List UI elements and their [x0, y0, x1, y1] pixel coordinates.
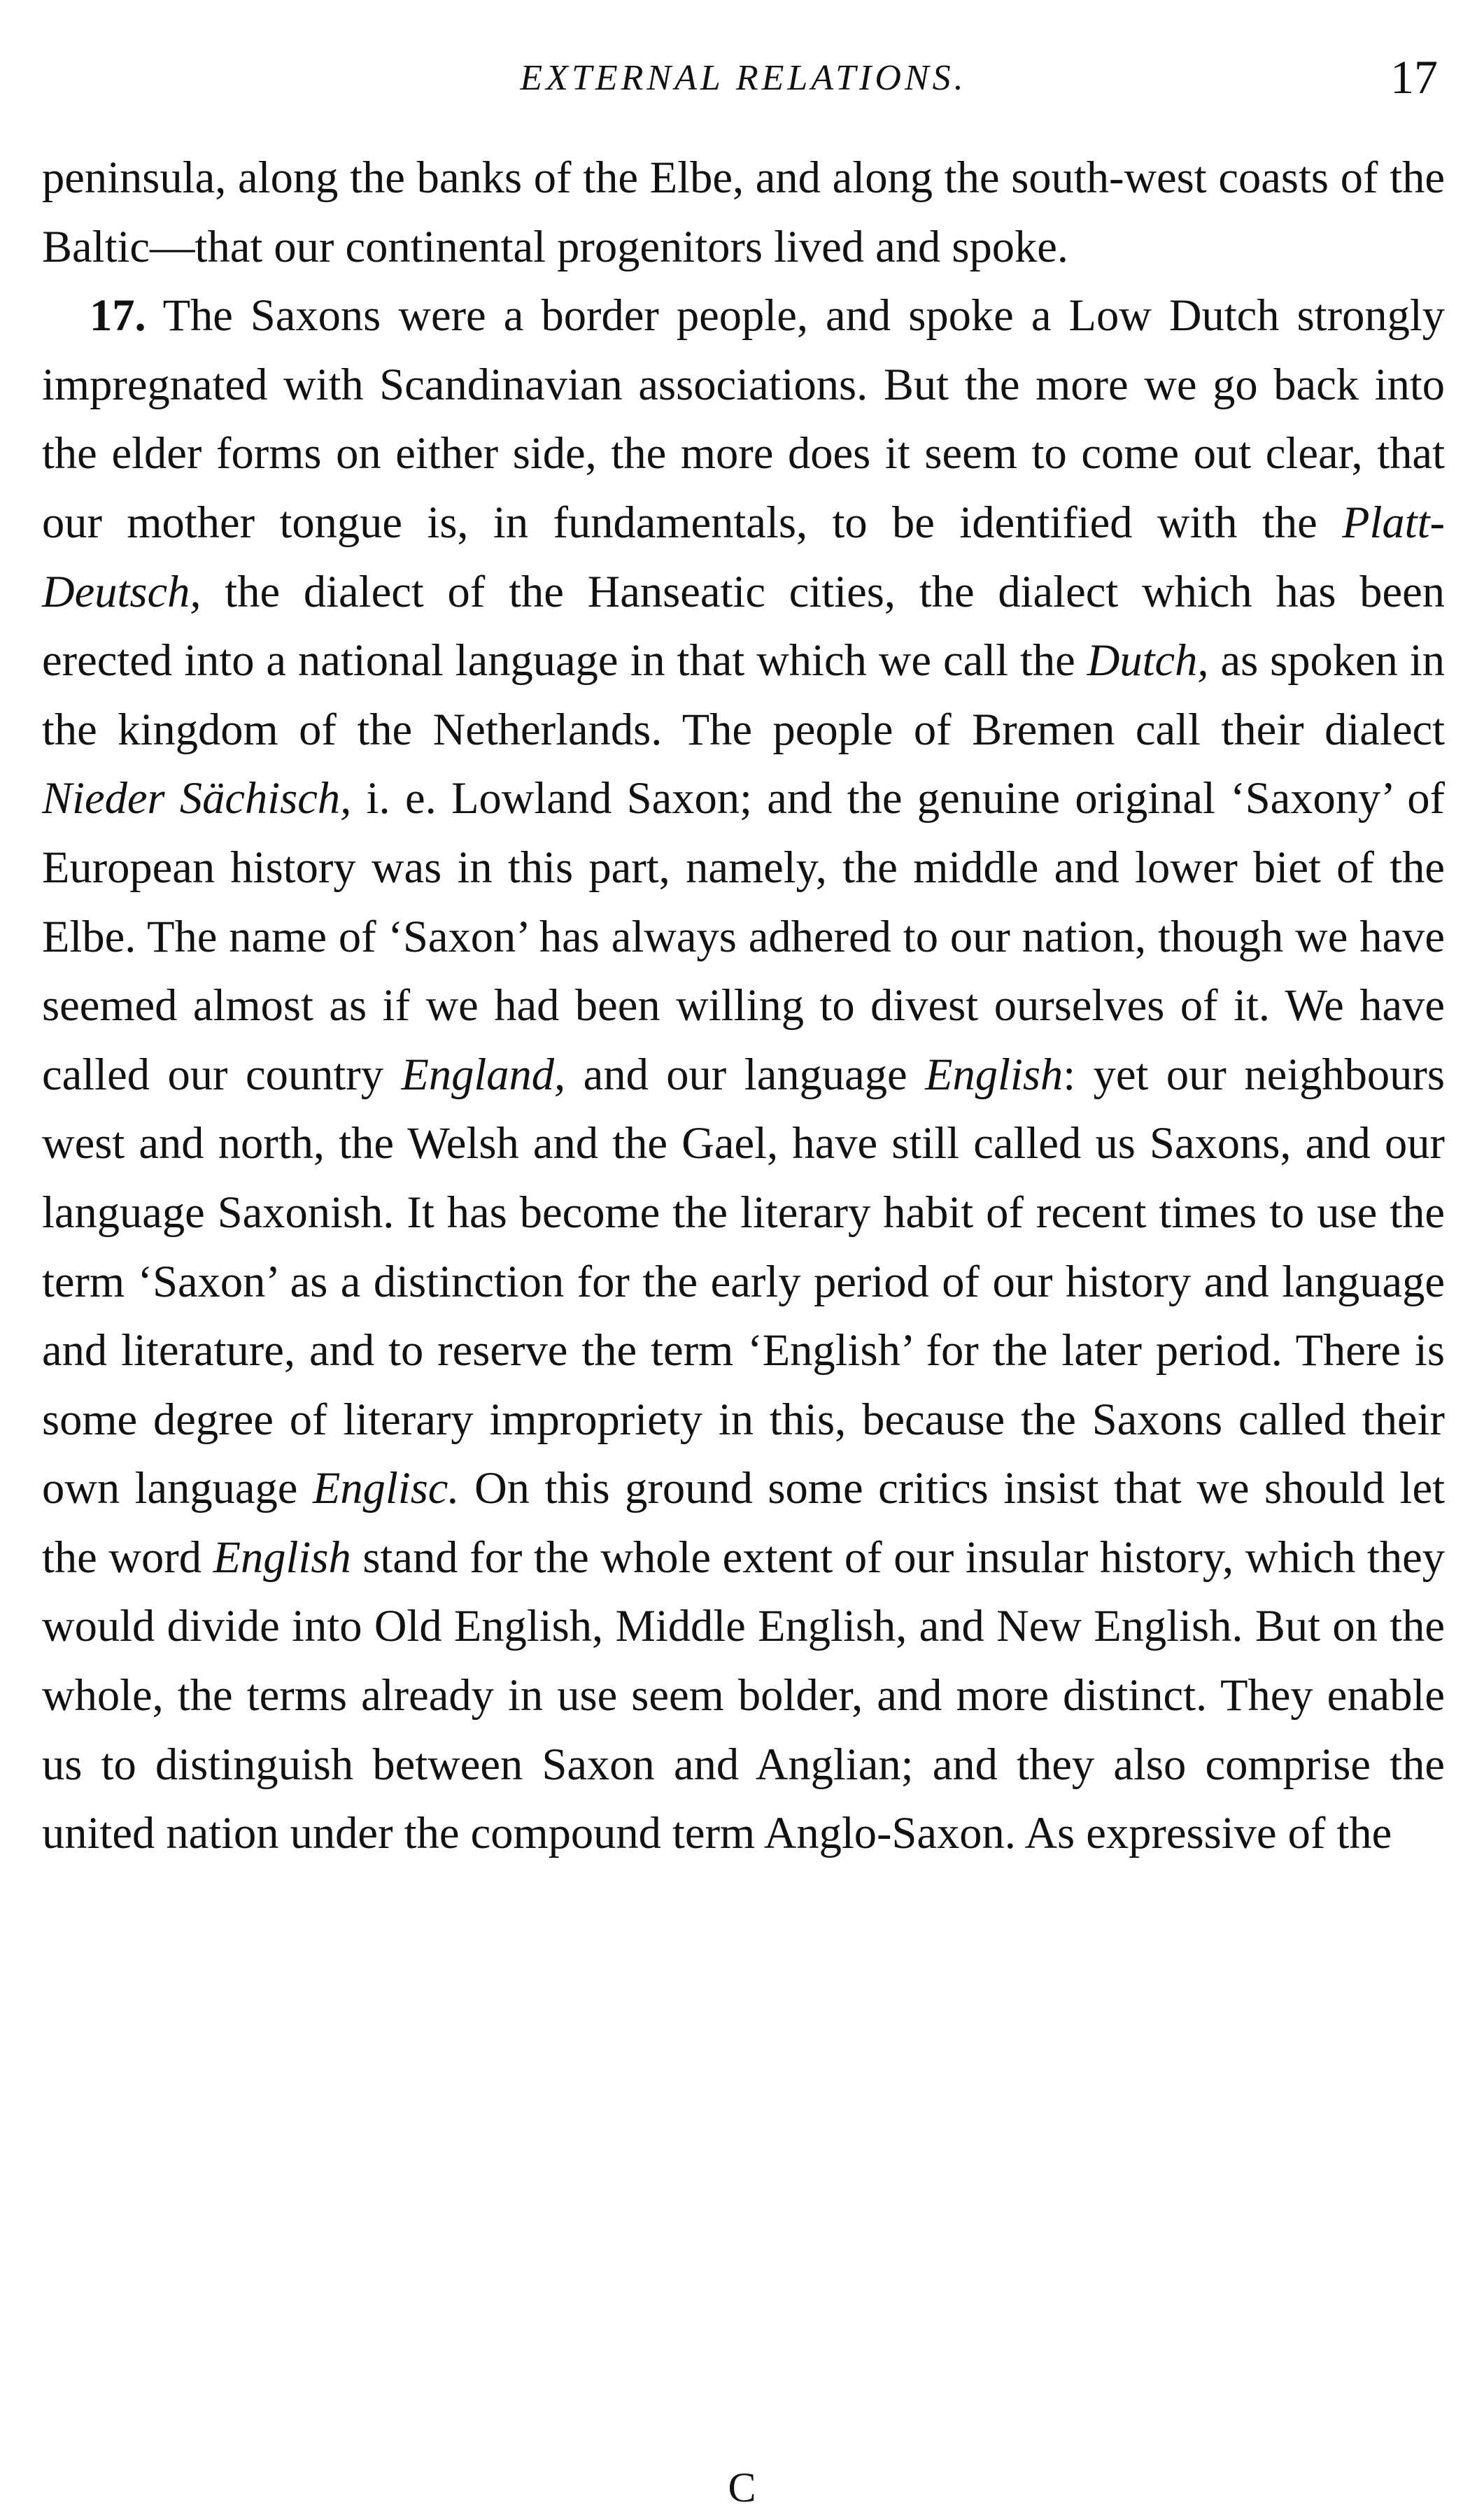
text-segment: peninsula, along the banks of the Elbe, and along the south-west coasts of the Baltic—that our continental progenitors lived and spoke. [42, 153, 1445, 271]
italic-text-segment: Dutch, [1087, 635, 1209, 686]
text-segment: : yet our neighbours west and north, the Welsh and the Gael, have still called us Saxons, and our language Saxonish. It has become the literary habit of recent times to use the term ‘Saxon’ as a distinction for the early period of our history and language and literature, and to reserve the term ‘English’ for the later period. There is some degree of literary impropriety in this, because the Saxons called their own language [42, 1049, 1446, 1513]
text-segment: i. e. Lowland Saxon; and the genuine original ‘Saxony’ of European history was in this part, namely, the middle and lower biet of the Elbe. The name of ‘Saxon’ has always adhered to our nation, though we have seemed almost as if we had been willing to divest ourselves of it. We have called our country [42, 773, 1446, 1099]
signature-mark: C [728, 2464, 756, 2511]
paragraph-number: 17. [90, 290, 146, 341]
italic-text-segment: Englisc. [312, 1463, 460, 1513]
italic-text-segment: English [925, 1049, 1063, 1099]
text-segment: and our language [565, 1049, 926, 1099]
text-segment: the dialect of the Hanseatic cities, the dialect which has been erected into a national language in that which we call the [42, 566, 1445, 686]
italic-text-segment: Platt-Deutsch, [42, 497, 1445, 616]
text-segment: as spoken in the kingdom of the Netherlands. The people of Bremen call their dialect [42, 635, 1445, 754]
page-number: 17 [1390, 50, 1438, 104]
running-head [42, 42, 1445, 119]
italic-text-segment: Nieder Sächisch, [42, 773, 352, 824]
text-segment: stand for the whole extent of our insular history, which they would divide into Old English, Middle English, and New English. But on the whole, the terms already in use seem bolder, and more distinct. They enable us to distinguish between Saxon and Anglian; and they also comprise the united nation under the compound term Anglo-Saxon. As expressive of the [42, 1532, 1445, 1858]
paragraph-continuation [42, 143, 1445, 281]
running-title: EXTERNAL RELATIONS. [520, 58, 967, 98]
text-segment: The Saxons were a border people, and spoke a Low Dutch strongly impregnated with Scandinavian associations. But the more we go back into the elder forms on either side, the more does it seem to come out clear, that our mother tongue is, in fundamentals, to be identified with the [42, 290, 1445, 547]
text-segment: On this ground some critics insist that we should let the word [42, 1463, 1445, 1582]
italic-text-segment: England, [401, 1049, 566, 1099]
paragraph-17 [42, 281, 1445, 1868]
italic-text-segment: English [213, 1532, 351, 1582]
body-text [42, 143, 1445, 1868]
